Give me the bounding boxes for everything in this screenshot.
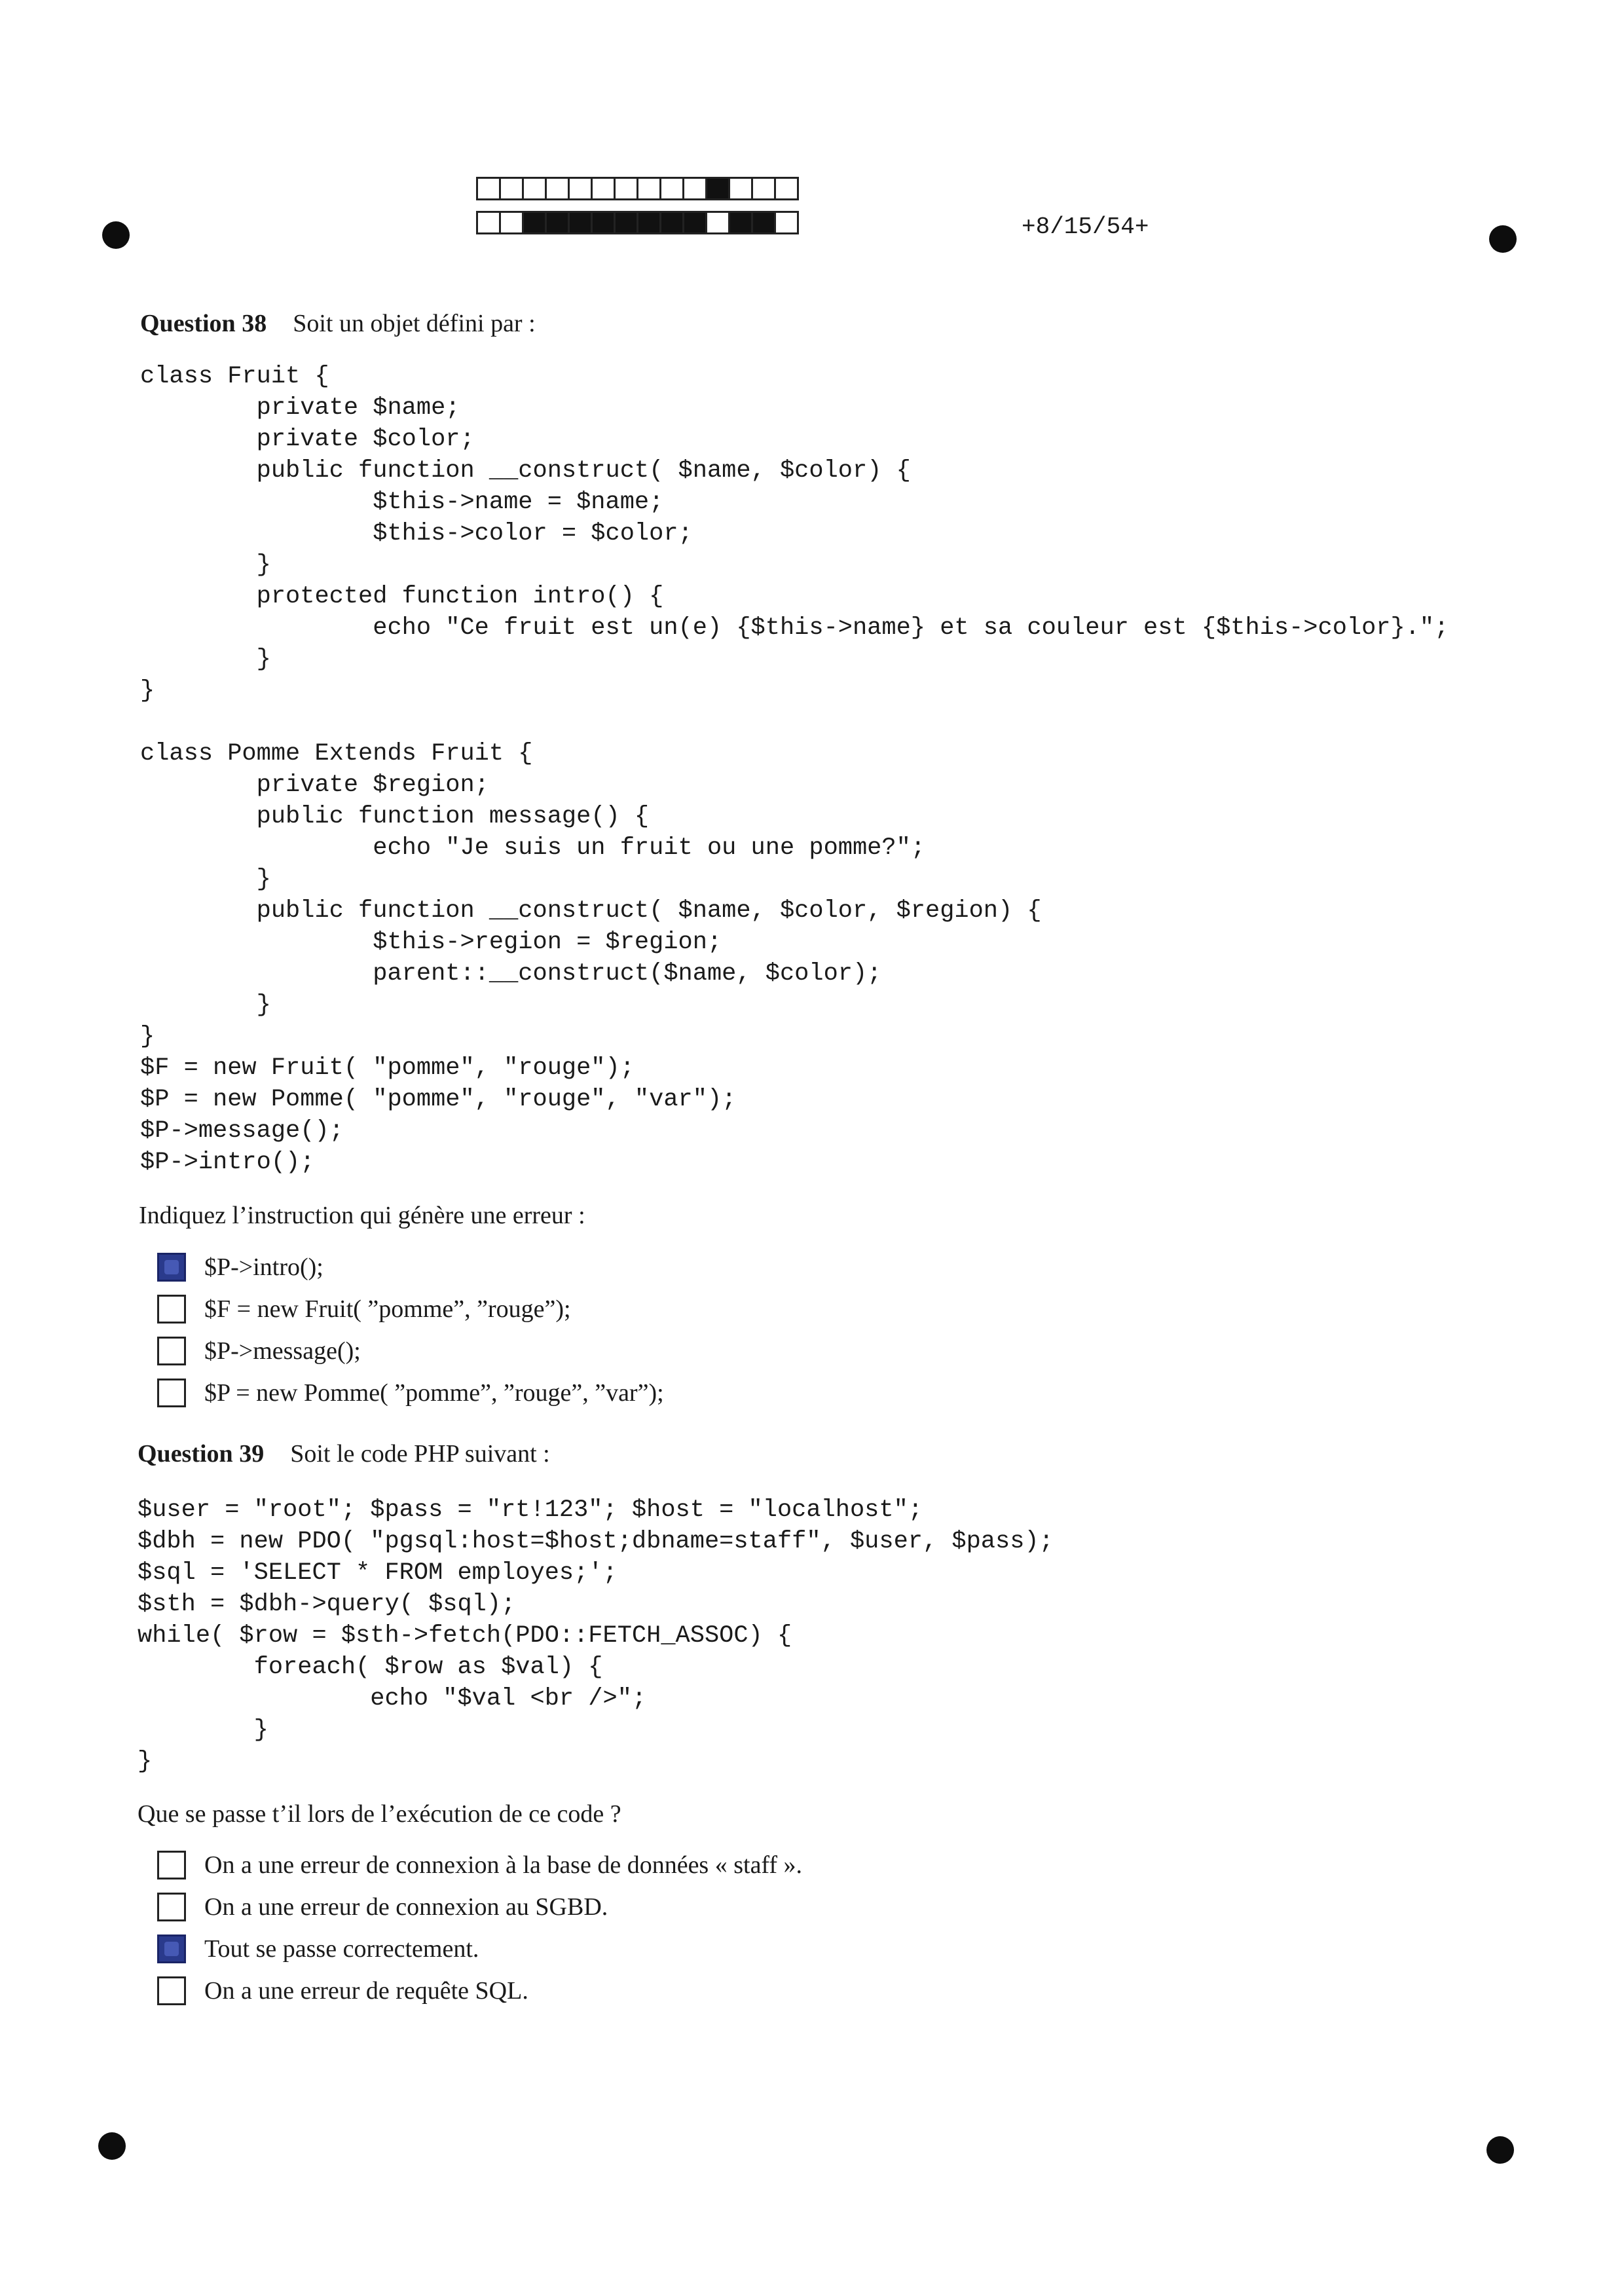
id-grid-cell — [591, 211, 616, 234]
code-line: } — [140, 991, 271, 1019]
id-grid-cell — [591, 177, 616, 200]
student-id-grid-top — [476, 177, 797, 200]
id-grid-cell — [751, 211, 776, 234]
answer-text: $P = new Pomme( ”pomme”, ”rouge”, ”var”); — [204, 1379, 664, 1407]
question-38-answers — [157, 1246, 664, 1414]
answer-checkbox[interactable] — [157, 1851, 186, 1879]
answer-checkbox[interactable] — [157, 1935, 186, 1963]
question-39-prompt: Que se passe t’il lors de l’exécution de ce code ? — [138, 1800, 621, 1828]
question-38-header — [140, 309, 536, 338]
id-grid-cell — [774, 211, 799, 234]
id-grid-cell — [568, 177, 593, 200]
code-line: $dbh = new PDO( "pgsql:host=$host;dbname=staff", $user, $pass); — [138, 1528, 1054, 1555]
answer-option[interactable] — [157, 1246, 664, 1288]
code-line: } — [140, 646, 271, 673]
code-line: class Pomme Extends Fruit { — [140, 740, 533, 768]
id-grid-cell — [476, 211, 501, 234]
code-line: $P->message(); — [140, 1117, 344, 1145]
answer-checkbox[interactable] — [157, 1379, 186, 1407]
question-number: Question 39 — [138, 1440, 265, 1468]
code-line: $sql = 'SELECT * FROM employes;'; — [138, 1559, 618, 1587]
answer-checkbox[interactable] — [157, 1893, 186, 1921]
question-39-code — [138, 1494, 1054, 1777]
answer-option[interactable] — [157, 1372, 664, 1414]
answer-checkbox[interactable] — [157, 1337, 186, 1365]
corner-registration-mark — [102, 221, 130, 249]
id-grid-cell — [499, 211, 524, 234]
code-line: $F = new Fruit( "pomme", "rouge"); — [140, 1054, 635, 1082]
id-grid-cell — [614, 177, 638, 200]
page-code: +8/15/54+ — [1022, 213, 1149, 240]
corner-registration-mark — [1489, 225, 1517, 253]
student-id-grid-bottom — [476, 211, 797, 234]
code-line: public function __construct( $name, $color, $region) { — [140, 897, 1042, 925]
code-line: class Fruit { — [140, 363, 329, 390]
question-intro: Soit le code PHP suivant : — [290, 1440, 550, 1468]
code-line: echo "Ce fruit est un(e) {$this->name} et sa couleur est {$this->color}."; — [140, 614, 1449, 642]
code-line: echo "Je suis un fruit ou une pomme?"; — [140, 834, 925, 862]
id-grid-cell — [659, 177, 684, 200]
code-line: $user = "root"; $pass = "rt!123"; $host = "localhost"; — [138, 1496, 923, 1524]
answer-text: $P->intro(); — [204, 1253, 323, 1281]
code-line: echo "$val <br />"; — [138, 1685, 647, 1713]
code-line: $sth = $dbh->query( $sql); — [138, 1591, 516, 1618]
id-grid-cell — [545, 211, 570, 234]
code-line: protected function intro() { — [140, 583, 664, 610]
id-grid-cell — [751, 177, 776, 200]
question-number: Question 38 — [140, 310, 267, 337]
id-grid-cell — [728, 177, 753, 200]
id-grid-cell — [499, 177, 524, 200]
question-intro: Soit un objet défini par : — [293, 310, 536, 337]
id-grid-cell — [728, 211, 753, 234]
code-line: $P = new Pomme( "pomme", "rouge", "var"); — [140, 1086, 737, 1113]
id-grid-cell — [705, 177, 730, 200]
answer-text: On a une erreur de connexion à la base de données « staff ». — [204, 1851, 803, 1879]
answer-text: Tout se passe correctement. — [204, 1935, 479, 1963]
question-39-answers — [157, 1844, 802, 2012]
question-39-header — [138, 1439, 550, 1468]
answer-text: $F = new Fruit( ”pomme”, ”rouge”); — [204, 1295, 571, 1323]
id-grid-cell — [522, 211, 547, 234]
id-grid-cell — [545, 177, 570, 200]
id-grid-cell — [682, 211, 707, 234]
code-line: $P->intro(); — [140, 1149, 315, 1176]
id-grid-cell — [682, 177, 707, 200]
code-line — [140, 707, 1449, 738]
corner-registration-mark — [1486, 2136, 1514, 2164]
id-grid-cell — [568, 211, 593, 234]
answer-option[interactable] — [157, 1330, 664, 1372]
code-line: parent::__construct($name, $color); — [140, 960, 882, 988]
answer-checkbox[interactable] — [157, 1976, 186, 2005]
question-38-prompt: Indiquez l’instruction qui génère une erreur : — [139, 1202, 585, 1229]
code-line: } — [140, 1023, 155, 1050]
id-grid-cell — [774, 177, 799, 200]
code-line: $this->name = $name; — [140, 489, 664, 516]
code-line: while( $row = $sth->fetch(PDO::FETCH_ASSOC) { — [138, 1622, 792, 1650]
answer-text: $P->message(); — [204, 1337, 361, 1365]
question-38-code — [140, 361, 1449, 1178]
id-grid-cell — [705, 211, 730, 234]
id-grid-cell — [637, 211, 661, 234]
id-grid-cell — [522, 177, 547, 200]
answer-option[interactable] — [157, 1928, 802, 1970]
code-line: $this->color = $color; — [140, 520, 693, 547]
code-line: public function __construct( $name, $color) { — [140, 457, 911, 485]
corner-registration-mark — [98, 2132, 126, 2160]
code-line: } — [140, 551, 271, 579]
code-line: $this->region = $region; — [140, 929, 722, 956]
code-line: } — [138, 1748, 153, 1775]
answer-text: On a une erreur de connexion au SGBD. — [204, 1893, 608, 1921]
answer-option[interactable] — [157, 1844, 802, 1886]
code-line: } — [140, 677, 155, 705]
id-grid-cell — [659, 211, 684, 234]
code-line: } — [138, 1716, 268, 1744]
answer-option[interactable] — [157, 1886, 802, 1928]
answer-option[interactable] — [157, 1970, 802, 2012]
code-line: private $name; — [140, 394, 460, 422]
answer-option[interactable] — [157, 1288, 664, 1330]
code-line: } — [140, 866, 271, 893]
answer-text: On a une erreur de requête SQL. — [204, 1977, 528, 2005]
code-line: private $region; — [140, 771, 489, 799]
code-line: private $color; — [140, 426, 475, 453]
id-grid-cell — [614, 211, 638, 234]
code-line: public function message() { — [140, 803, 650, 830]
id-grid-cell — [476, 177, 501, 200]
id-grid-cell — [637, 177, 661, 200]
answer-checkbox[interactable] — [157, 1295, 186, 1324]
code-line: foreach( $row as $val) { — [138, 1654, 603, 1681]
answer-checkbox[interactable] — [157, 1253, 186, 1282]
